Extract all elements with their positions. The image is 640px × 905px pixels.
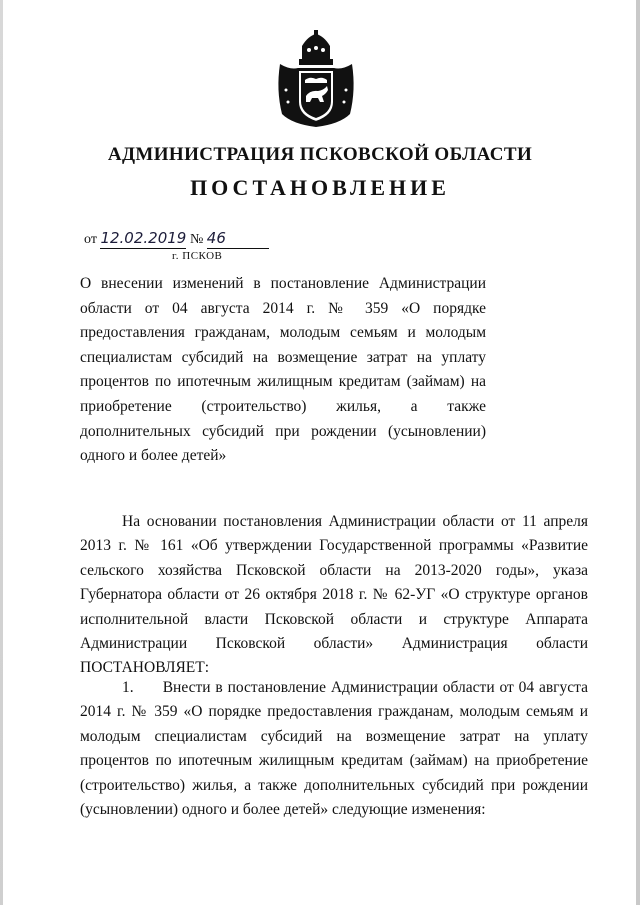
organization-title: АДМИНИСТРАЦИЯ ПСКОВСКОЙ ОБЛАСТИ [107,144,533,165]
preamble-text: На основании постановления Администрации области от 11 апреля 2013 г. № 161 «Об утверждении Государственной программы «Развитие сельского хозяйства Псковской области на 2013-2020 годы», указа Губернатора области от 26 октября 2018 г. № 62-УГ «О структуре органов исполнительной власти Псковской области и структуре Аппарата Администрации Псковской области» Администрация области ПОСТАНОВЛЯЕТ: [80,513,588,677]
scan-edge-right [636,0,640,905]
clause-number: 1. [122,679,134,696]
number-prefix: № [189,232,204,247]
date-field [100,229,186,249]
document-subject: О внесении изменений в постановление Администрации области от 04 августа 2014 г. № 359 «О порядке предоставления гражданам, молодым семьям и молодым специалистам субсидий на возмещение затрат на уплату процентов по ипотечным жилищным кредитам (займам) на приобретение (строительство) жилья, а также дополнительных субсидий при рождении (усыновлении) одного и более детей» [80,275,486,465]
number-value: 46 [206,229,226,247]
clause-1-paragraph [80,676,588,822]
number-field [207,229,269,249]
preamble-paragraph [80,510,588,681]
document-meta [84,229,269,251]
date-value: 12.02.2019 [100,229,187,247]
city-label: г. ПСКОВ [172,250,223,262]
coat-of-arms-icon [272,30,360,130]
clause-text: Внести в постановление Администрации области от 04 августа 2014 г. № 359 «О порядке предоставления гражданам, молодым семьям и молодым специалистам субсидий на возмещение затрат на уплату процентов по ипотечным жилищным кредитам (займам) на приобретение (строительство) жилья, а также дополнительных субсидий при рождении (усыновлении) одного и более детей» следующие изменения: [80,679,589,819]
date-prefix: от [84,232,97,247]
document-type-title: ПОСТАНОВЛЕНИЕ [190,175,450,200]
scan-edge-left [0,0,3,905]
